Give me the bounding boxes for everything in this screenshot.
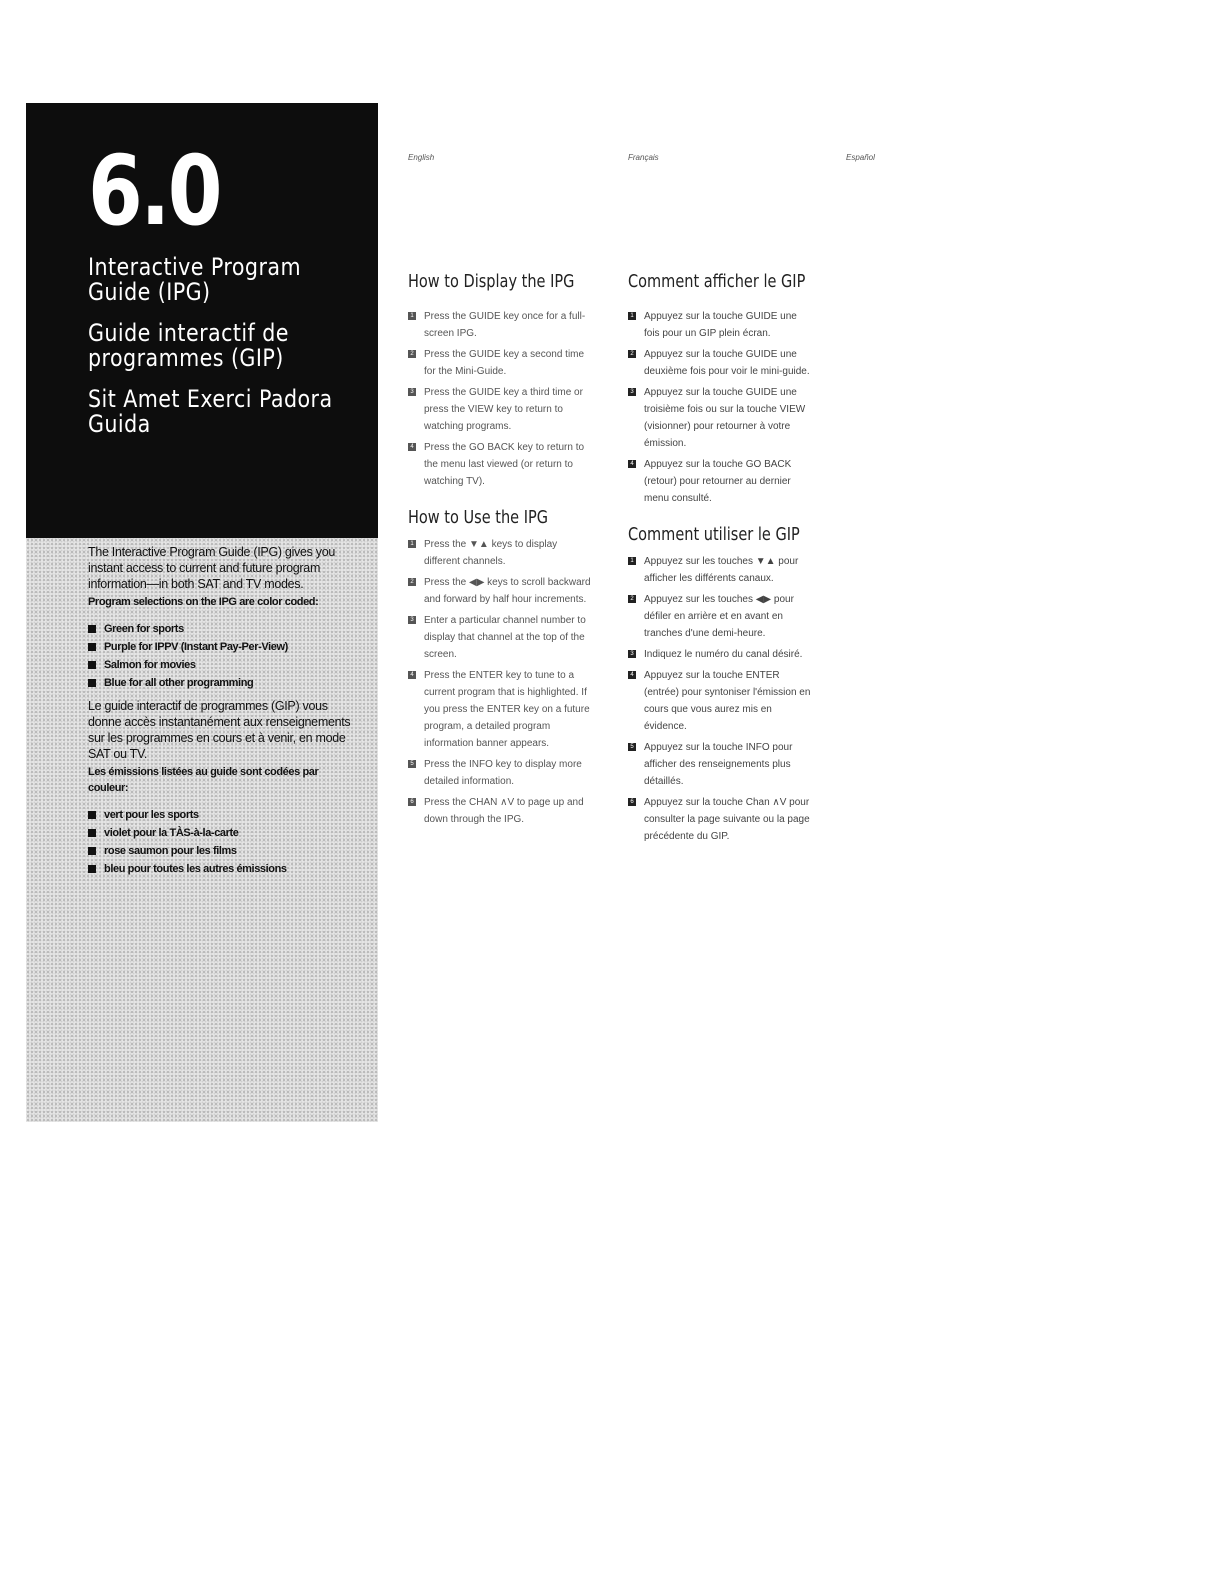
color-note-english: Program selections on the IPG are color coded: — [88, 596, 319, 608]
list-item: 1 Press the GUIDE key once for a full-screen IPG. — [408, 308, 593, 342]
use-heading-english: How to Use the IPG — [408, 508, 549, 528]
french-column — [628, 272, 813, 849]
step-number-icon: 5 — [408, 760, 416, 768]
square-bullet-icon — [88, 661, 96, 669]
list-item: 3 Enter a particular channel number to display that channel at the top of the screen. — [408, 612, 593, 663]
list-item: bleu pour toutes les autres émissions — [88, 860, 360, 878]
color-list-english — [88, 620, 360, 692]
list-item: 1 Press the ▼▲ keys to display different channels. — [408, 536, 593, 570]
display-steps-french — [628, 308, 813, 507]
step-number-icon: 5 — [628, 743, 636, 751]
language-label-spanish: Español — [846, 153, 875, 162]
list-item: 4 Press the ENTER key to tune to a current program that is highlighted. If you press the ENTER key on a future program, a detailed program information banner appears. — [408, 667, 593, 752]
list-item: 3 Indiquez le numéro du canal désiré. — [628, 646, 813, 663]
step-number-icon: 1 — [408, 312, 416, 320]
step-number-icon: 2 — [408, 578, 416, 586]
list-item: Purple for IPPV (Instant Pay-Per-View) — [88, 638, 360, 656]
step-number-icon: 6 — [408, 798, 416, 806]
list-item: 1 Appuyez sur la touche GUIDE une fois pour un GIP plein écran. — [628, 308, 813, 342]
use-heading-french: Comment utiliser le GIP — [628, 525, 800, 545]
list-item: 1 Appuyez sur les touches ▼▲ pour afficher les différents canaux. — [628, 553, 813, 587]
section-number: 6.0 — [88, 135, 221, 247]
language-label-english: English — [408, 153, 435, 162]
list-item: Blue for all other programming — [88, 674, 360, 692]
step-number-icon: 3 — [628, 388, 636, 396]
step-number-icon: 3 — [628, 650, 636, 658]
step-number-icon: 6 — [628, 798, 636, 806]
list-item: violet pour la TÀS-à-la-carte — [88, 824, 360, 842]
list-item: 2 Appuyez sur la touche GUIDE une deuxième fois pour voir le mini-guide. — [628, 346, 813, 380]
use-steps-english — [408, 536, 593, 828]
square-bullet-icon — [88, 829, 96, 837]
step-number-icon: 2 — [628, 595, 636, 603]
step-number-icon: 4 — [408, 443, 416, 451]
step-number-icon: 3 — [408, 388, 416, 396]
list-item: rose saumon pour les films — [88, 842, 360, 860]
step-number-icon: 4 — [628, 460, 636, 468]
section-title-spanish: Sit Amet Exerci Padora Guida — [88, 385, 333, 438]
list-item: 4 Appuyez sur la touche ENTER (entrée) pour syntoniser l'émission en cours que vous aurez mis en évidence. — [628, 667, 813, 735]
section-header-block — [26, 103, 378, 538]
list-item: 5 Appuyez sur la touche INFO pour afficher des renseignements plus détaillés. — [628, 739, 813, 790]
language-label-french: Français — [628, 153, 659, 162]
step-number-icon: 3 — [408, 616, 416, 624]
intro-french: Le guide interactif de programmes (GIP) vous donne accès instantanément aux renseignements sur les programmes en cours et à venir, en mode SAT ou TV. — [88, 699, 351, 761]
step-number-icon: 1 — [628, 557, 636, 565]
display-steps-english — [408, 308, 593, 490]
color-list-french — [88, 806, 360, 878]
list-item: 3 Appuyez sur la touche GUIDE une troisième fois ou sur la touche VIEW (visionner) pour retourner à votre émission. — [628, 384, 813, 452]
step-number-icon: 1 — [408, 540, 416, 548]
list-item: 2 Press the GUIDE key a second time for the Mini-Guide. — [408, 346, 593, 380]
square-bullet-icon — [88, 625, 96, 633]
square-bullet-icon — [88, 679, 96, 687]
step-number-icon: 4 — [628, 671, 636, 679]
color-note-french: Les émissions listées au guide sont codées par couleur: — [88, 766, 319, 794]
list-item: 4 Press the GO BACK key to return to the menu last viewed (or return to watching TV). — [408, 439, 593, 490]
list-item: 2 Press the ◀▶ keys to scroll backward and forward by half hour increments. — [408, 574, 593, 608]
list-item: 3 Press the GUIDE key a third time or press the VIEW key to return to watching programs. — [408, 384, 593, 435]
list-item: 4 Appuyez sur la touche GO BACK (retour) pour retourner au dernier menu consulté. — [628, 456, 813, 507]
display-heading-french: Comment afficher le GIP — [628, 272, 806, 292]
display-heading-english: How to Display the IPG — [408, 272, 575, 292]
section-title-english: Interactive Program Guide (IPG) — [88, 253, 301, 306]
step-number-icon: 4 — [408, 671, 416, 679]
list-item: Green for sports — [88, 620, 360, 638]
intro-english: The Interactive Program Guide (IPG) gives you instant access to current and future program information—in both SAT and TV modes. — [88, 545, 336, 591]
english-column — [408, 272, 593, 832]
list-item: Salmon for movies — [88, 656, 360, 674]
list-item: 6 Press the CHAN ∧V to page up and down through the IPG. — [408, 794, 593, 828]
step-number-icon: 2 — [628, 350, 636, 358]
list-item: 6 Appuyez sur la touche Chan ∧V pour consulter la page suivante ou la page précédente du GIP. — [628, 794, 813, 845]
section-title-french: Guide interactif de programmes (GIP) — [88, 319, 289, 372]
step-number-icon: 2 — [408, 350, 416, 358]
step-number-icon: 1 — [628, 312, 636, 320]
list-item: vert pour les sports — [88, 806, 360, 824]
square-bullet-icon — [88, 847, 96, 855]
list-item: 2 Appuyez sur les touches ◀▶ pour défiler en arrière et en avant en tranches d'une demi-heure. — [628, 591, 813, 642]
use-steps-french — [628, 553, 813, 845]
list-item: 5 Press the INFO key to display more detailed information. — [408, 756, 593, 790]
square-bullet-icon — [88, 643, 96, 651]
square-bullet-icon — [88, 811, 96, 819]
square-bullet-icon — [88, 865, 96, 873]
section-intro-panel — [26, 538, 378, 1122]
